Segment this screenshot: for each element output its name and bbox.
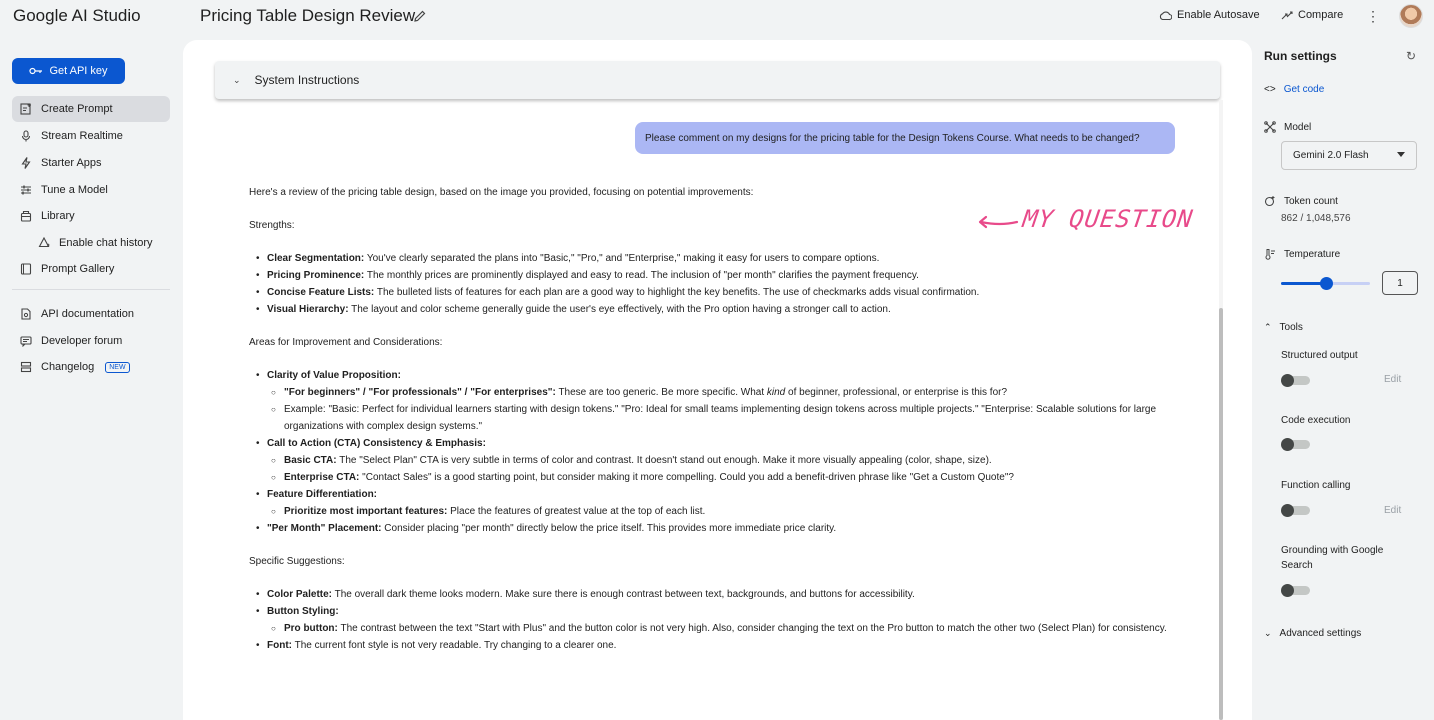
grounding-search-toggle[interactable] <box>1281 584 1311 597</box>
create-prompt-icon <box>20 103 32 115</box>
tools-section-toggle[interactable] <box>1264 322 1303 333</box>
dropdown-caret-icon <box>1397 152 1405 157</box>
sub-list-item <box>249 469 1179 486</box>
key-icon <box>29 67 43 75</box>
item-text: Place the features of greatest value at the top of each list. <box>447 506 706 517</box>
scrollbar-thumb[interactable] <box>1219 308 1223 720</box>
item-title: Enterprise CTA: <box>284 472 360 483</box>
token-icon <box>1264 195 1276 207</box>
sidebar-item-stream-realtime[interactable] <box>12 123 170 149</box>
strengths-list <box>249 250 1179 318</box>
grounding-search-label: Grounding with Google Search <box>1281 545 1384 571</box>
list-item <box>249 250 1179 267</box>
item-title: Visual Hierarchy: <box>267 304 349 315</box>
sidebar-item-label: Stream Realtime <box>41 130 123 142</box>
specific-heading: Specific Suggestions: <box>249 556 345 567</box>
compare-icon <box>1281 10 1293 21</box>
item-text: The monthly prices are prominently displayed and easy to read. The inclusion of "per month" clarifies the payment frequency. <box>364 270 919 281</box>
sub-list-item <box>249 503 1179 520</box>
run-settings-title: Run settings <box>1264 49 1337 63</box>
app-brand[interactable]: Google AI Studio <box>13 6 141 25</box>
list-item <box>249 367 1179 384</box>
token-count-row <box>1264 195 1338 207</box>
get-api-key-label: Get API key <box>49 65 108 77</box>
more-options-icon[interactable]: ⋮ <box>1366 8 1380 24</box>
item-title: Clear Segmentation: <box>267 253 365 264</box>
item-title: Feature Differentiation: <box>267 489 378 500</box>
lightning-icon <box>20 157 32 169</box>
list-item <box>249 520 1179 537</box>
item-text: The current font style is not very readable. Try changing to a clearer one. <box>292 640 617 651</box>
item-title: Color Palette: <box>267 589 333 600</box>
function-calling-edit-link[interactable]: Edit <box>1384 505 1402 516</box>
sidebar <box>0 40 182 720</box>
gallery-icon <box>20 263 32 275</box>
list-item <box>249 435 1179 452</box>
chevron-down-icon: ⌄ <box>1264 628 1272 638</box>
get-code-label: Get code <box>1283 84 1325 95</box>
item-emphasis: kind <box>766 387 786 398</box>
compare-button[interactable] <box>1281 9 1343 21</box>
model-response <box>249 184 1179 654</box>
sidebar-item-enable-chat-history[interactable] <box>30 230 170 256</box>
sidebar-item-label: Tune a Model <box>41 184 108 196</box>
areas-heading: Areas for Improvement and Considerations: <box>249 337 443 348</box>
structured-output-label: Structured output <box>1281 350 1358 361</box>
sidebar-item-label: Enable chat history <box>59 237 153 249</box>
microphone-icon <box>20 130 32 142</box>
function-calling-label: Function calling <box>1281 480 1351 491</box>
list-item <box>249 586 1179 603</box>
sidebar-item-label: Developer forum <box>41 335 123 347</box>
function-calling-toggle[interactable] <box>1281 504 1311 517</box>
sidebar-item-prompt-gallery[interactable] <box>12 256 170 282</box>
advanced-settings-toggle[interactable] <box>1264 628 1361 639</box>
edit-title-icon[interactable] <box>413 9 427 23</box>
sidebar-divider <box>12 289 170 290</box>
changelog-icon <box>20 361 32 373</box>
sidebar-item-label: Create Prompt <box>41 103 113 115</box>
sidebar-item-tune-a-model[interactable] <box>12 177 170 203</box>
item-title: Pro button: <box>284 623 338 634</box>
reset-icon[interactable]: ↻ <box>1406 49 1417 63</box>
system-instructions-panel[interactable] <box>215 61 1220 99</box>
item-text: The "Select Plan" CTA is very subtle in terms of color and contrast. It doesn't stand out enough. Make it more visually appealing (color, shape, size). <box>336 455 992 466</box>
user-message[interactable]: Please comment on my designs for the pricing table for the Design Tokens Course. What needs to be changed? <box>635 122 1175 154</box>
item-title: Call to Action (CTA) Consistency & Emphasis: <box>267 438 486 449</box>
item-text: The layout and color scheme generally guide the user's eye effectively, with the Pro option having a stronger call to action. <box>348 304 891 315</box>
item-title: Button Styling: <box>267 606 339 617</box>
item-title: Font: <box>267 640 292 651</box>
list-item <box>249 637 1179 654</box>
sidebar-item-library[interactable] <box>12 203 170 229</box>
temperature-row <box>1264 248 1340 260</box>
sidebar-item-api-documentation[interactable] <box>12 301 170 327</box>
item-text: Example: "Basic: Perfect for individual learners starting with design tokens." "Pro: Ideal for small teams implementing design tokens across multiple projects." "Enterprise: Scalable solutions for large organizations with complex design systems." <box>284 404 1157 432</box>
item-title: Pricing Prominence: <box>267 270 365 281</box>
sidebar-item-label: Prompt Gallery <box>41 263 115 275</box>
sidebar-item-label: Library <box>41 210 75 222</box>
improvements-list <box>249 367 1179 537</box>
get-code-link[interactable] <box>1264 84 1324 95</box>
item-title: "For beginners" / "For professionals" / "For enterprises": <box>284 387 556 398</box>
item-title: Basic CTA: <box>284 455 337 466</box>
code-execution-label: Code execution <box>1281 415 1351 426</box>
sidebar-item-label: Starter Apps <box>41 157 102 169</box>
item-text: "Contact Sales" is a good starting point, but consider making it more compelling. Could you add a benefit-driven phrase like "Get a Custom Quote"? <box>359 472 1014 483</box>
autosave-icon <box>1159 10 1172 21</box>
sidebar-item-create-prompt[interactable] <box>12 96 170 122</box>
code-execution-toggle[interactable] <box>1281 438 1311 451</box>
list-item <box>249 301 1179 318</box>
model-label-row <box>1264 121 1311 133</box>
item-title: Concise Feature Lists: <box>267 287 375 298</box>
token-count-value: 862 / 1,048,576 <box>1281 213 1351 224</box>
item-text: The bulleted lists of features for each plan are a good way to highlight the key benefits. The use of checkmarks adds visual confirmation. <box>374 287 980 298</box>
library-icon <box>20 210 32 222</box>
token-count-label: Token count <box>1284 195 1338 207</box>
item-title: Prioritize most important features: <box>284 506 448 517</box>
suggestions-list <box>249 586 1179 654</box>
system-instructions-label: System Instructions <box>254 73 360 87</box>
run-settings-panel <box>1252 40 1434 720</box>
temperature-input[interactable]: 1 <box>1382 271 1418 295</box>
item-text: of beginner, professional, or enterprise is this for? <box>785 387 1008 398</box>
forum-icon <box>20 335 32 347</box>
enable-autosave-button[interactable] <box>1159 9 1260 21</box>
annotation-label: MY QUESTION <box>1021 205 1195 233</box>
list-item <box>249 486 1179 503</box>
sidebar-item-label: API documentation <box>41 308 134 320</box>
tune-icon <box>20 184 32 196</box>
temperature-slider-handle[interactable] <box>1320 277 1333 290</box>
structured-output-edit-link[interactable]: Edit <box>1384 374 1402 385</box>
document-icon <box>20 308 32 320</box>
get-api-key-button[interactable] <box>12 58 125 84</box>
top-bar <box>0 0 1434 34</box>
chat-panel <box>183 40 1252 720</box>
chevron-down-icon[interactable]: ⌄ <box>233 74 241 85</box>
chevron-up-icon: ⌃ <box>1264 322 1272 332</box>
code-icon: <> <box>1264 84 1276 95</box>
model-select[interactable] <box>1281 141 1417 170</box>
model-value: Gemini 2.0 Flash <box>1293 150 1369 161</box>
list-item <box>249 267 1179 284</box>
response-intro: Here's a review of the pricing table design, based on the image you provided, focusing on potential improvements: <box>249 187 754 198</box>
sidebar-item-starter-apps[interactable] <box>12 150 170 176</box>
tools-label: Tools <box>1279 322 1303 333</box>
list-item <box>249 284 1179 301</box>
sub-list-item <box>249 401 1179 435</box>
list-item <box>249 603 1179 620</box>
structured-output-toggle[interactable] <box>1281 374 1311 387</box>
sidebar-item-developer-forum[interactable] <box>12 328 170 354</box>
sub-list-item <box>249 452 1179 469</box>
item-text: These are too generic. Be more specific. What <box>555 387 767 398</box>
item-title: "Per Month" Placement: <box>267 523 382 534</box>
chat-history-icon <box>38 237 50 249</box>
item-text: The overall dark theme looks modern. Make sure there is enough contrast between text, backgrounds, and buttons for accessibility. <box>332 589 915 600</box>
sidebar-item-changelog[interactable] <box>12 354 170 380</box>
avatar[interactable] <box>1399 4 1423 28</box>
autosave-label: Enable Autosave <box>1177 9 1260 21</box>
temperature-label: Temperature <box>1284 248 1341 260</box>
sub-list-item <box>249 620 1179 637</box>
new-badge: NEW <box>105 362 129 373</box>
model-label: Model <box>1284 121 1312 133</box>
model-icon <box>1264 121 1276 133</box>
item-title: Clarity of Value Proposition: <box>267 370 401 381</box>
item-text: Consider placing "per month" directly below the price itself. This provides more immediate price clarity. <box>381 523 837 534</box>
prompt-title[interactable]: Pricing Table Design Review <box>200 6 416 25</box>
item-text: You've clearly separated the plans into "Basic," "Pro," and "Enterprise," making it easy for users to compare options. <box>364 253 880 264</box>
item-text: The contrast between the text "Start with Plus" and the button color is not very high. Also, consider changing the text on the Pro button to match the other two (Select Plan) for consistency. <box>337 623 1167 634</box>
advanced-settings-label: Advanced settings <box>1279 628 1362 639</box>
compare-label: Compare <box>1298 9 1344 21</box>
sub-list-item <box>249 384 1179 401</box>
strengths-heading: Strengths: <box>249 220 295 231</box>
sidebar-item-label: Changelog <box>41 361 95 373</box>
thermometer-icon <box>1264 248 1276 260</box>
